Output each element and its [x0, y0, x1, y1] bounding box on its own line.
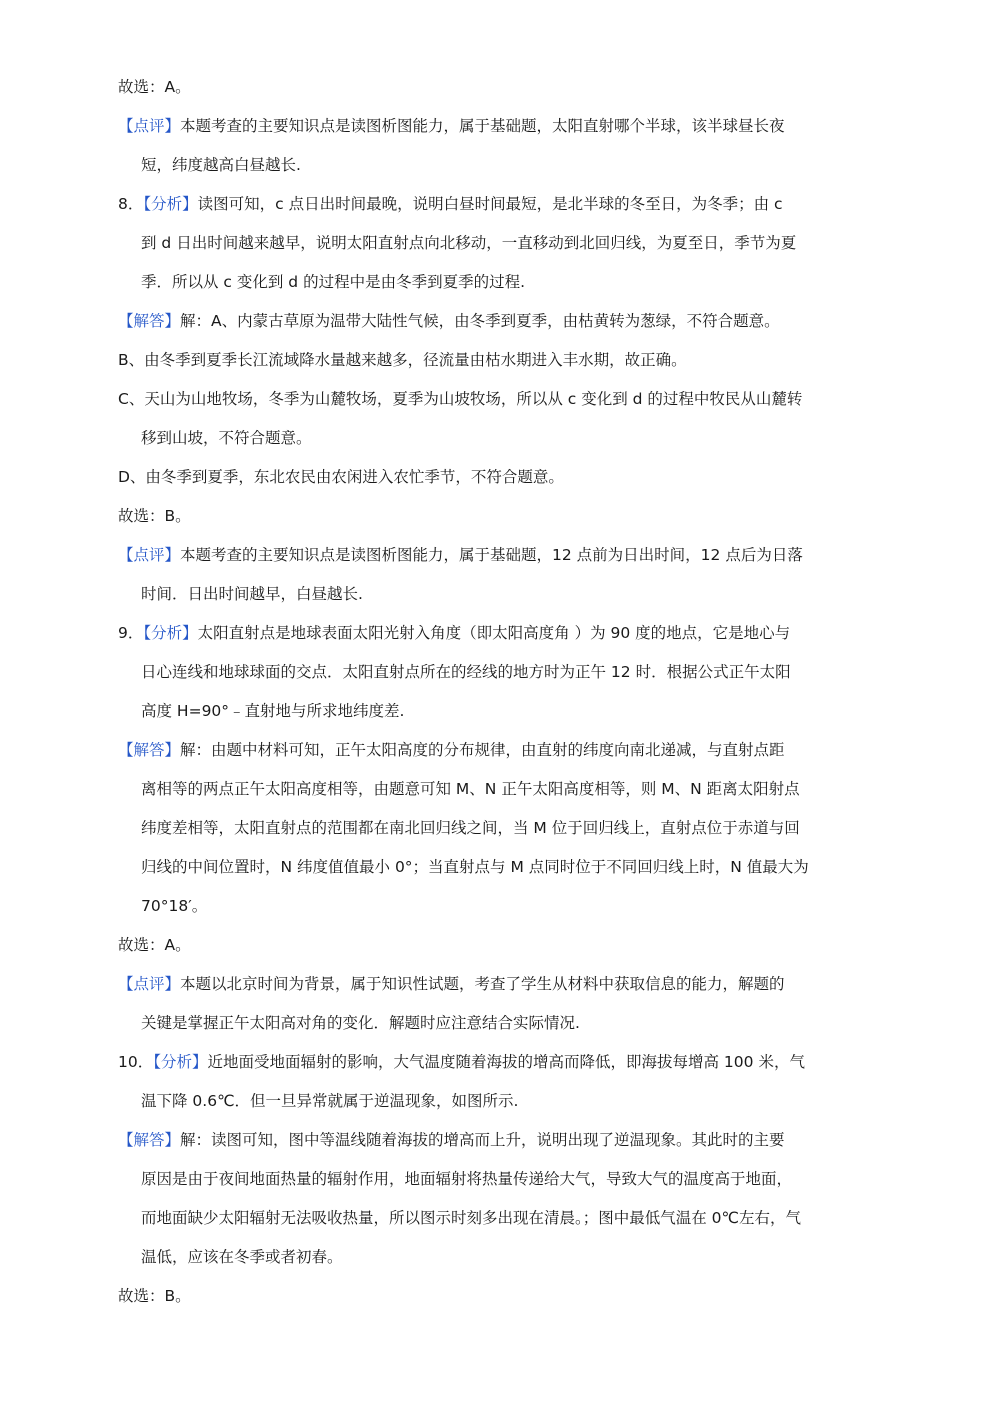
- question-9-analysis: 9．【分析】太阳直射点是地球表面太阳光射入角度（即太阳高度角 ）为 90 度的地点，它是地心与: [118, 624, 791, 642]
- answer-line: 故选：A。: [118, 936, 191, 954]
- question-number: 9．: [118, 624, 144, 642]
- text-line: 短，纬度越高白昼越长.: [141, 156, 301, 174]
- comment-tag: 【点评】: [118, 546, 181, 564]
- option-c-line: C、天山为山地牧场，冬季为山麓牧场，夏季为山坡牧场，所以从 c 变化到 d 的过程中牧民从山麓转: [118, 390, 803, 408]
- text-line: 时间．日出时间越早，白昼越长.: [141, 585, 363, 603]
- solution-tag: 【解答】: [118, 312, 181, 330]
- text-line: 季．所以从 c 变化到 d 的过程中是由冬季到夏季的过程.: [141, 273, 525, 291]
- analysis-tag: 【分析】: [153, 1053, 208, 1071]
- solution-line: 【解答】解：由题中材料可知，正午太阳高度的分布规律，由直射的纬度向南北递减，与直射点距: [118, 741, 785, 759]
- solution-tag: 【解答】: [118, 741, 181, 759]
- question-10-analysis: 10．【分析】近地面受地面辐射的影响，大气温度随着海拔的增高而降低，即海拔每增高 100 米，气: [118, 1053, 805, 1071]
- text-line: 到 d 日出时间越来越早，说明太阳直射点向北移动，一直移动到北回归线，为夏至日，季节为夏: [141, 234, 797, 252]
- solution-line: 【解答】解：A、内蒙古草原为温带大陆性气候，由冬季到夏季，由枯黄转为葱绿，不符合题意。: [118, 312, 780, 330]
- text-line: 日心连线和地球球面的交点．太阳直射点所在的经线的地方时为正午 12 时．根据公式正午太阳: [141, 663, 791, 681]
- option-d-line: D、由冬季到夏季，东北农民由农闲进入农忙季节，不符合题意。: [118, 468, 564, 486]
- solution-tag: 【解答】: [118, 1131, 181, 1149]
- question-8-analysis: 8．【分析】读图可知，c 点日出时间最晚，说明白昼时间最短，是北半球的冬至日，为冬季；由 c: [118, 195, 783, 213]
- comment-line: 【点评】本题考查的主要知识点是读图析图能力，属于基础题，太阳直射哪个半球，该半球昼长夜: [118, 117, 785, 135]
- text-line: 原因是由于夜间地面热量的辐射作用，地面辐射将热量传递给大气，导致大气的温度高于地面，: [141, 1170, 793, 1188]
- text-line: 离相等的两点正午太阳高度相等，由题意可知 M、N 正午太阳高度相等，则 M、N 距离太阳射点: [141, 780, 800, 798]
- text-line: 温下降 0.6℃．但一旦异常就属于逆温现象，如图所示.: [141, 1092, 519, 1110]
- text-line: 而地面缺少太阳辐射无法吸收热量，所以图示时刻多出现在清晨。；图中最低气温在 0℃左右，气: [141, 1209, 801, 1227]
- analysis-tag: 【分析】: [143, 195, 198, 213]
- option-b-line: B、由冬季到夏季长江流域降水量越来越多，径流量由枯水期进入丰水期，故正确。: [118, 351, 687, 369]
- analysis-tag: 【分析】: [143, 624, 198, 642]
- answer-line: 故选：B。: [118, 507, 191, 525]
- comment-tag: 【点评】: [118, 117, 181, 135]
- text-line: 归线的中间位置时，N 纬度值值最小 0°；当直射点与 M 点同时位于不同回归线上时，N 值最大为: [141, 858, 809, 876]
- text-line: 纬度差相等，太阳直射点的范围都在南北回归线之间，当 M 位于回归线上，直射点位于赤道与回: [141, 819, 800, 837]
- text-line: 70°18′。: [141, 897, 208, 915]
- comment-tag: 【点评】: [118, 975, 181, 993]
- text-line: 移到山坡，不符合题意。: [141, 429, 312, 447]
- answer-line: 故选：A。: [118, 78, 191, 96]
- solution-line: 【解答】解：读图可知，图中等温线随着海拔的增高而上升，说明出现了逆温现象。其此时的主要: [118, 1131, 785, 1149]
- question-number: 10．: [118, 1053, 154, 1071]
- comment-line: 【点评】本题考查的主要知识点是读图析图能力，属于基础题，12 点前为日出时间，12 点后为日落: [118, 546, 803, 564]
- answer-line: 故选：B。: [118, 1287, 191, 1305]
- text-line: 关键是掌握正午太阳高对角的变化．解题时应注意结合实际情况.: [141, 1014, 580, 1032]
- text-line: 高度 H=90°﹣直射地与所求地纬度差.: [141, 702, 405, 720]
- question-number: 8．: [118, 195, 144, 213]
- text-line: 温低，应该在冬季或者初春。: [141, 1248, 343, 1266]
- comment-line: 【点评】本题以北京时间为背景，属于知识性试题，考查了学生从材料中获取信息的能力，解题的: [118, 975, 785, 993]
